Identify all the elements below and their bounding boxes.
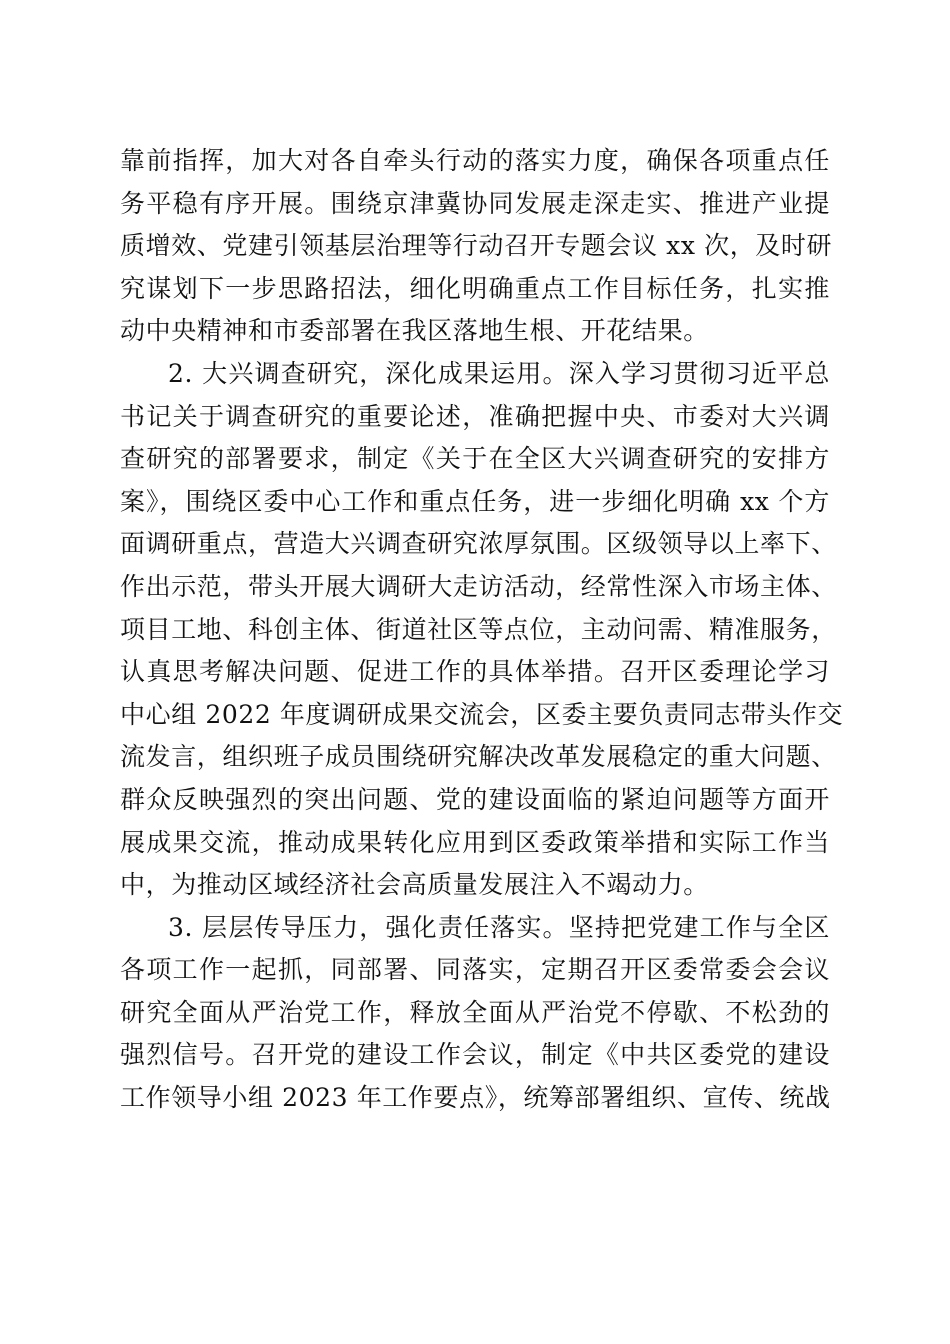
- text-line: 流发言，组织班子成员围绕研究解决改革发展稳定的重大问题、: [120, 742, 837, 772]
- text-line: 靠前指挥，加大对各自牵头行动的落实力度，确保各项重点任: [120, 146, 830, 175]
- text-line: 群众反映强烈的突出问题、党的建设面临的紧迫问题等方面开: [120, 784, 830, 814]
- section-heading-line: 3. 层层传导压力，强化责任落实。坚持把党建工作与全区: [168, 912, 830, 942]
- text-line: 中，为推动区域经济社会高质量发展注入不竭动力。: [120, 870, 709, 900]
- text-line: 质增效、党建引领基层治理等行动召开专题会议 xx 次，及时研: [120, 231, 833, 261]
- text-line: 动中央精神和市委部署在我区落地生根、开花结果。: [120, 316, 709, 346]
- text-line: 究谋划下一步思路招法，细化明确重点工作目标任务，扎实推: [120, 273, 830, 303]
- text-line: 强烈信号。召开党的建设工作会议，制定《中共区委党的建设: [120, 1040, 830, 1070]
- text-line: 案》，围绕区委中心工作和重点任务，进一步细化明确 xx 个方: [120, 486, 830, 516]
- text-line: 研究全面从严治党工作，释放全面从严治党不停歇、不松劲的: [120, 997, 830, 1027]
- text-line: 书记关于调查研究的重要论述，准确把握中央、市委对大兴调: [120, 401, 830, 431]
- text-line: 工作领导小组 2023 年工作要点》，统筹部署组织、宣传、统战: [120, 1083, 831, 1113]
- text-line: 认真思考解决问题、促进工作的具体举措。召开区委理论学习: [120, 657, 830, 687]
- text-line: 中心组 2022 年度调研成果交流会，区委主要负责同志带头作交: [120, 699, 844, 729]
- body-text: [120, 140, 844, 1120]
- section-heading-line: 2. 大兴调查研究，深化成果运用。深入学习贯彻习近平总: [168, 358, 830, 388]
- text-line: 项目工地、科创主体、街道社区等点位，主动问需、精准服务，: [120, 614, 837, 644]
- text-line: 查研究的部署要求，制定《关于在全区大兴调查研究的安排方: [120, 444, 830, 474]
- text-line: 作出示范，带头开展大调研大走访活动，经常性深入市场主体、: [120, 571, 837, 601]
- text-line: 展成果交流，推动成果转化应用到区委政策举措和实际工作当: [120, 827, 830, 857]
- text-line: 务平稳有序开展。围绕京津冀协同发展走深走实、推进产业提: [120, 188, 830, 218]
- text-line: 面调研重点，营造大兴调查研究浓厚氛围。区级领导以上率下、: [120, 529, 837, 559]
- text-line: 各项工作一起抓，同部署、同落实，定期召开区委常委会会议: [120, 955, 830, 985]
